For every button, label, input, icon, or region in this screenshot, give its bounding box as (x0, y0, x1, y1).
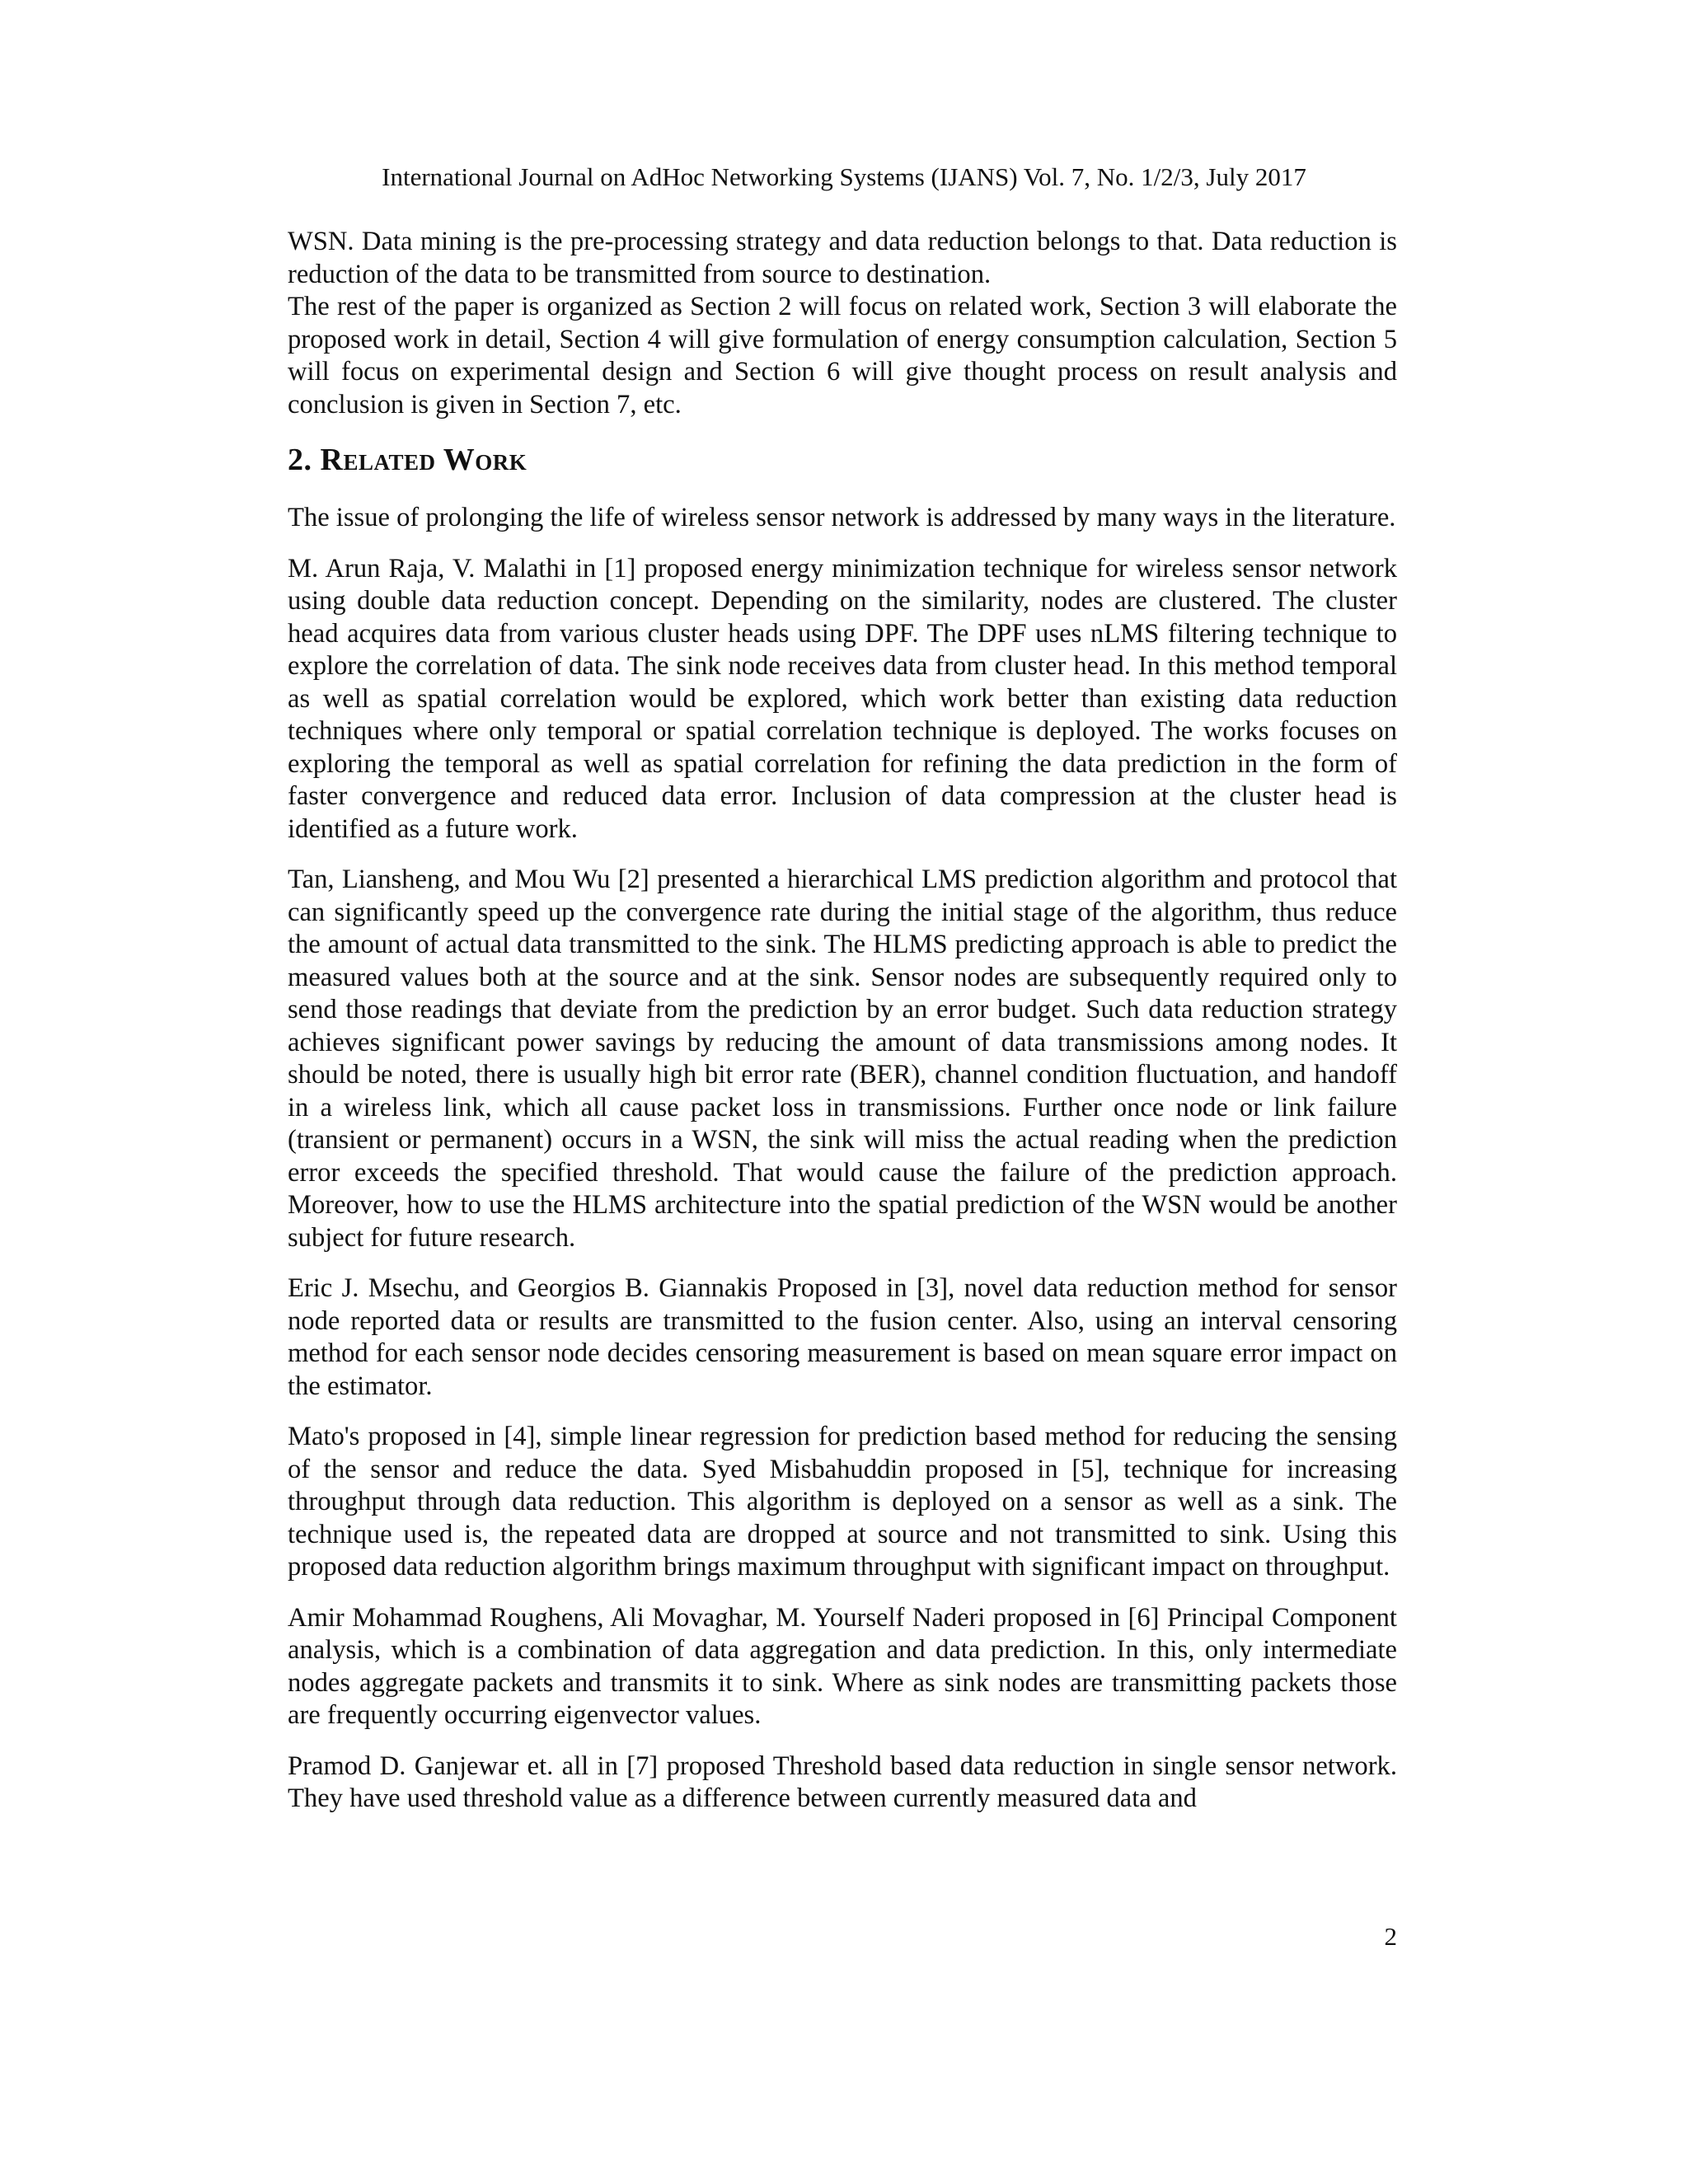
page-body (288, 226, 1397, 1816)
page-number: 2 (1384, 1922, 1397, 1951)
related-work-paragraph-3: Tan, Liansheng, and Mou Wu [2] presented a hierarchical LMS prediction algorithm and protocol that can significantly speed up the convergence rate during the initial stage of the algorithm, thus reduce the amount of actual data transmitted to the sink. The HLMS predicting approach is able to predict the measured values both at the source and at the sink. Sensor nodes are subsequently required only to send those readings that deviate from the prediction by an error budget. Such data reduction strategy achieves significant power savings by reducing the amount of data transmissions among nodes. It should be noted, there is usually high bit error rate (BER), channel condition fluctuation, and handoff in a wireless link, which all cause packet loss in transmissions. Further once node or link failure (transient or permanent) occurs in a WSN, the sink will miss the actual reading when the prediction error exceeds the specified threshold. That would cause the failure of the prediction approach. Moreover, how to use the HLMS architecture into the spatial prediction of the WSN would be another subject for future research. (288, 865, 1397, 1253)
intro-continuation-paragraph: WSN. Data mining is the pre-processing strategy and data reduction belongs to that. Data reduction is reduction of the data to be transmitted from source to destination. (288, 227, 1397, 289)
section-heading-related-work: 2. Related Work (288, 443, 528, 477)
related-work-paragraph-6: Amir Mohammad Roughens, Ali Movaghar, M. Yourself Naderi proposed in [6] Principal Component analysis, which is a combination of data aggregation and data prediction. In this, only intermediate nodes aggregate packets and transmits it to sink. Where as sink nodes are transmitting packets those are frequently occurring eigenvector values. (288, 1602, 1397, 1730)
related-work-paragraph-5: Mato's proposed in [4], simple linear regression for prediction based method for reducing the sensing of the sensor and reduce the data. Syed Misbahuddin proposed in [5], technique for increasing throughput through data reduction. This algorithm is deployed on a sensor as well as a sink. The technique used is, the repeated data are dropped at source and not transmitted to sink. Using this proposed data reduction algorithm brings maximum throughput with significant impact on throughput. (288, 1422, 1397, 1582)
running-header: International Journal on AdHoc Networking Systems (IJANS) Vol. 7, No. 1/2/3, July 2017 (382, 162, 1306, 191)
related-work-paragraph-1: The issue of prolonging the life of wireless sensor network is addressed by many ways in the literature. (288, 503, 1396, 532)
related-work-paragraph-7: Pramod D. Ganjewar et. all in [7] proposed Threshold based data reduction in single sensor network. They have used threshold value as a difference between currently measured data and (288, 1750, 1397, 1813)
related-work-paragraph-2: M. Arun Raja, V. Malathi in [1] proposed energy minimization technique for wireless sensor network using double data reduction concept. Depending on the similarity, nodes are clustered. The cluster head acquires data from various cluster heads using DPF. The DPF uses nLMS filtering technique to explore the correlation of data. The sink node receives data from cluster head. In this method temporal as well as spatial correlation would be explored, which work better than existing data reduction techniques where only temporal or spatial correlation technique is deployed. The works focuses on exploring the temporal as well as spatial correlation for refining the data prediction in the form of faster convergence and reduced data error. Inclusion of data compression at the cluster head is identified as a future work. (288, 553, 1397, 844)
paper-organization-paragraph: The rest of the paper is organized as Section 2 will focus on related work, Section 3 will elaborate the proposed work in detail, Section 4 will give formulation of energy consumption calculation, Section 5 will focus on experimental design and Section 6 will give thought process on result analysis and conclusion is given in Section 7, etc. (288, 292, 1397, 419)
related-work-paragraph-4: Eric J. Msechu, and Georgios B. Giannakis Proposed in [3], novel data reduction method for sensor node reported data or results are transmitted to the fusion center. Also, using an interval censoring method for each sensor node decides censoring measurement is based on mean square error impact on the estimator. (288, 1273, 1397, 1401)
